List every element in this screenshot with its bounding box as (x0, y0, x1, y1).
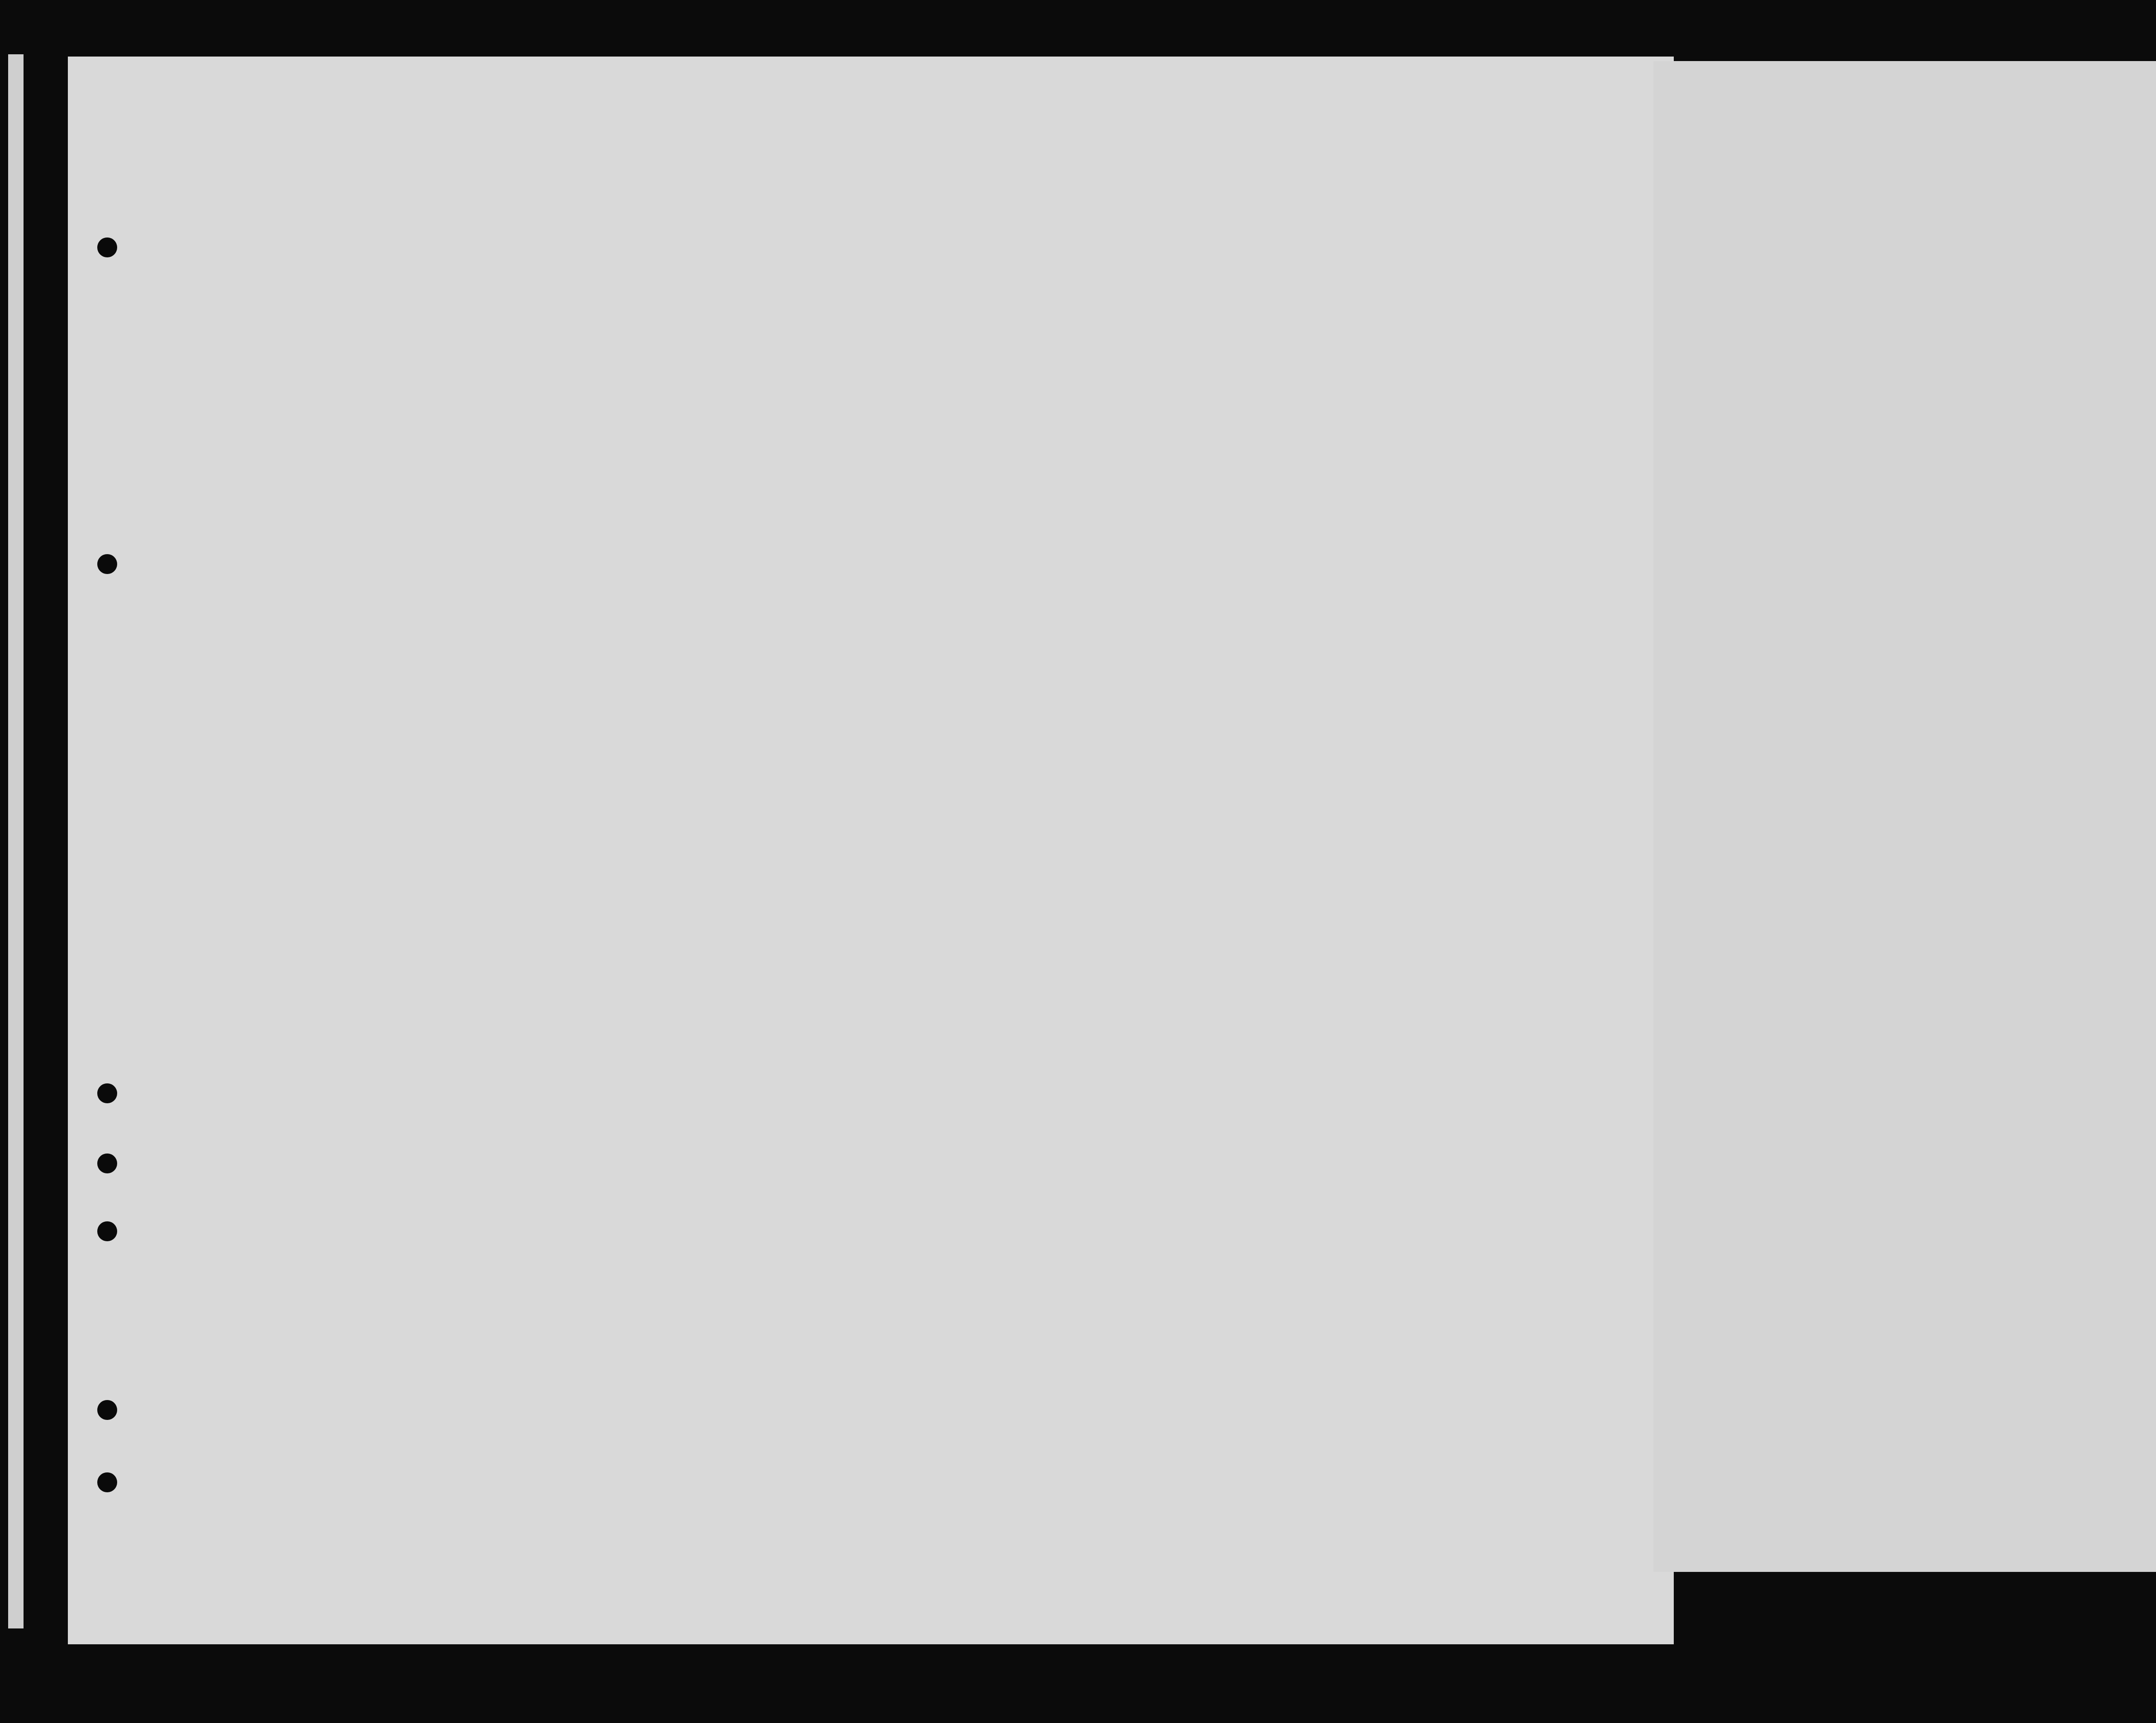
binder-hole (97, 554, 117, 574)
binder-hole (97, 1153, 117, 1173)
binder-hole (97, 1472, 117, 1492)
binder-hole (97, 1400, 117, 1420)
binder-hole (97, 1083, 117, 1103)
binder-hole (97, 1221, 117, 1241)
instructions-line (158, 161, 1470, 178)
binder-hole (97, 237, 117, 257)
